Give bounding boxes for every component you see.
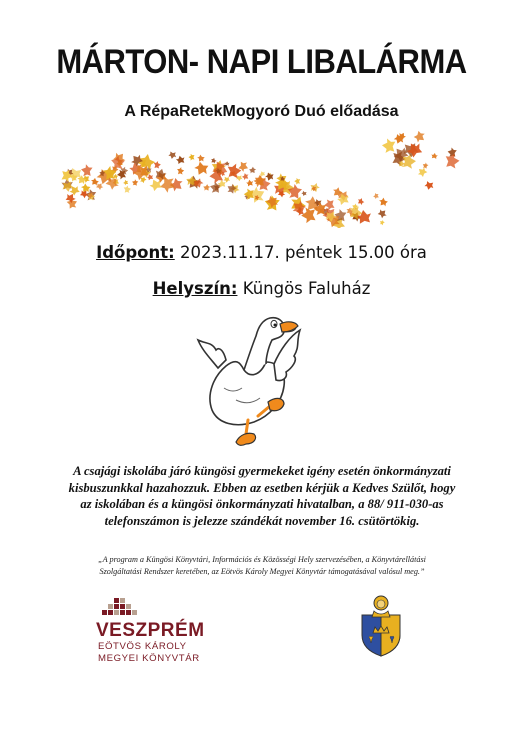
leaf-shape [377, 207, 389, 219]
library-logo [92, 598, 232, 668]
leaf-shape [188, 154, 194, 161]
leaf-shape [175, 155, 185, 165]
credit-line: „A program a Küngösi Könyvtári, Információs és Közösségi Hely szervezésében, a Könyvtárellátási [98, 555, 426, 564]
page-title: MÁRTON- NAPI LIBALÁRMA [56, 41, 467, 82]
leaf-shape [431, 153, 438, 160]
leaf-shape [123, 185, 131, 194]
subtitle: A RépaRetekMogyoró Duó előadása [124, 103, 399, 120]
leaf-shape [241, 172, 250, 181]
autumn-leaves-icon [60, 128, 460, 228]
notice-line: az iskolában és a küngösi önkormányzati hivatalban, a 88/ 911-030-as [80, 497, 444, 511]
leaf-shape [324, 199, 335, 211]
leaf-shape [236, 175, 242, 181]
logo-brand: VESZPRÉM [96, 620, 205, 641]
notice-line: telefonszámon is jelezze szándékát november 16. csütörtökig. [104, 513, 420, 528]
leaf-shape [424, 181, 435, 191]
logo-line-1: EÖTVÖS KÁROLY [98, 641, 187, 652]
leaf-shape [193, 161, 211, 178]
leaf-shape [294, 178, 300, 185]
credit-line: Szolgáltatási Rendszer keretében, az Eötvös Károly Megyei Könyvtár támogatásával valósul meg.” [99, 567, 425, 576]
leaf-shape [421, 162, 429, 170]
leaf-shape [264, 172, 274, 182]
leaf-shape [224, 177, 230, 183]
place-label: Helyszín: [152, 279, 238, 298]
leaf-shape [196, 154, 206, 163]
leaf-shape [246, 179, 254, 186]
leaf-shape [177, 167, 185, 176]
event-place [0, 279, 523, 298]
leaf-shape [356, 197, 365, 206]
leaf-shape [413, 130, 428, 145]
leaf-shape [301, 191, 307, 197]
event-time [0, 243, 523, 262]
leaf-shape [379, 219, 386, 226]
goose-icon [196, 306, 308, 456]
time-label: Időpont: [96, 243, 175, 262]
leaf-shape [248, 166, 257, 175]
leaf-shape [381, 138, 395, 154]
leaf-shape [202, 184, 211, 193]
logo-line-2: MEGYEI KÖNYVTÁR [98, 653, 200, 664]
time-value: 2023.11.17. péntek 15.00 óra [174, 243, 427, 262]
leaf-shape [168, 151, 177, 159]
notice-line: kisbuszunkkal hazahozzuk. Ebben az esetben kérjük a Kedves Szülőt, hogy [68, 480, 456, 495]
leaf-shape [446, 153, 460, 169]
coat-of-arms-icon [356, 593, 406, 657]
transport-notice [32, 463, 492, 529]
leaf-shape [210, 157, 217, 164]
leaf-shape [373, 192, 380, 200]
checker-squares-icon [100, 598, 140, 620]
leaf-shape [131, 179, 139, 187]
program-credit [22, 554, 502, 578]
place-value: Küngös Faluház [237, 279, 371, 298]
leaf-shape [225, 182, 237, 195]
leaf-shape [123, 179, 130, 186]
leaf-shape [377, 197, 388, 208]
notice-line: A csajági iskolába járó küngösi gyermekeket igény esetén önkormányzati [73, 464, 451, 478]
